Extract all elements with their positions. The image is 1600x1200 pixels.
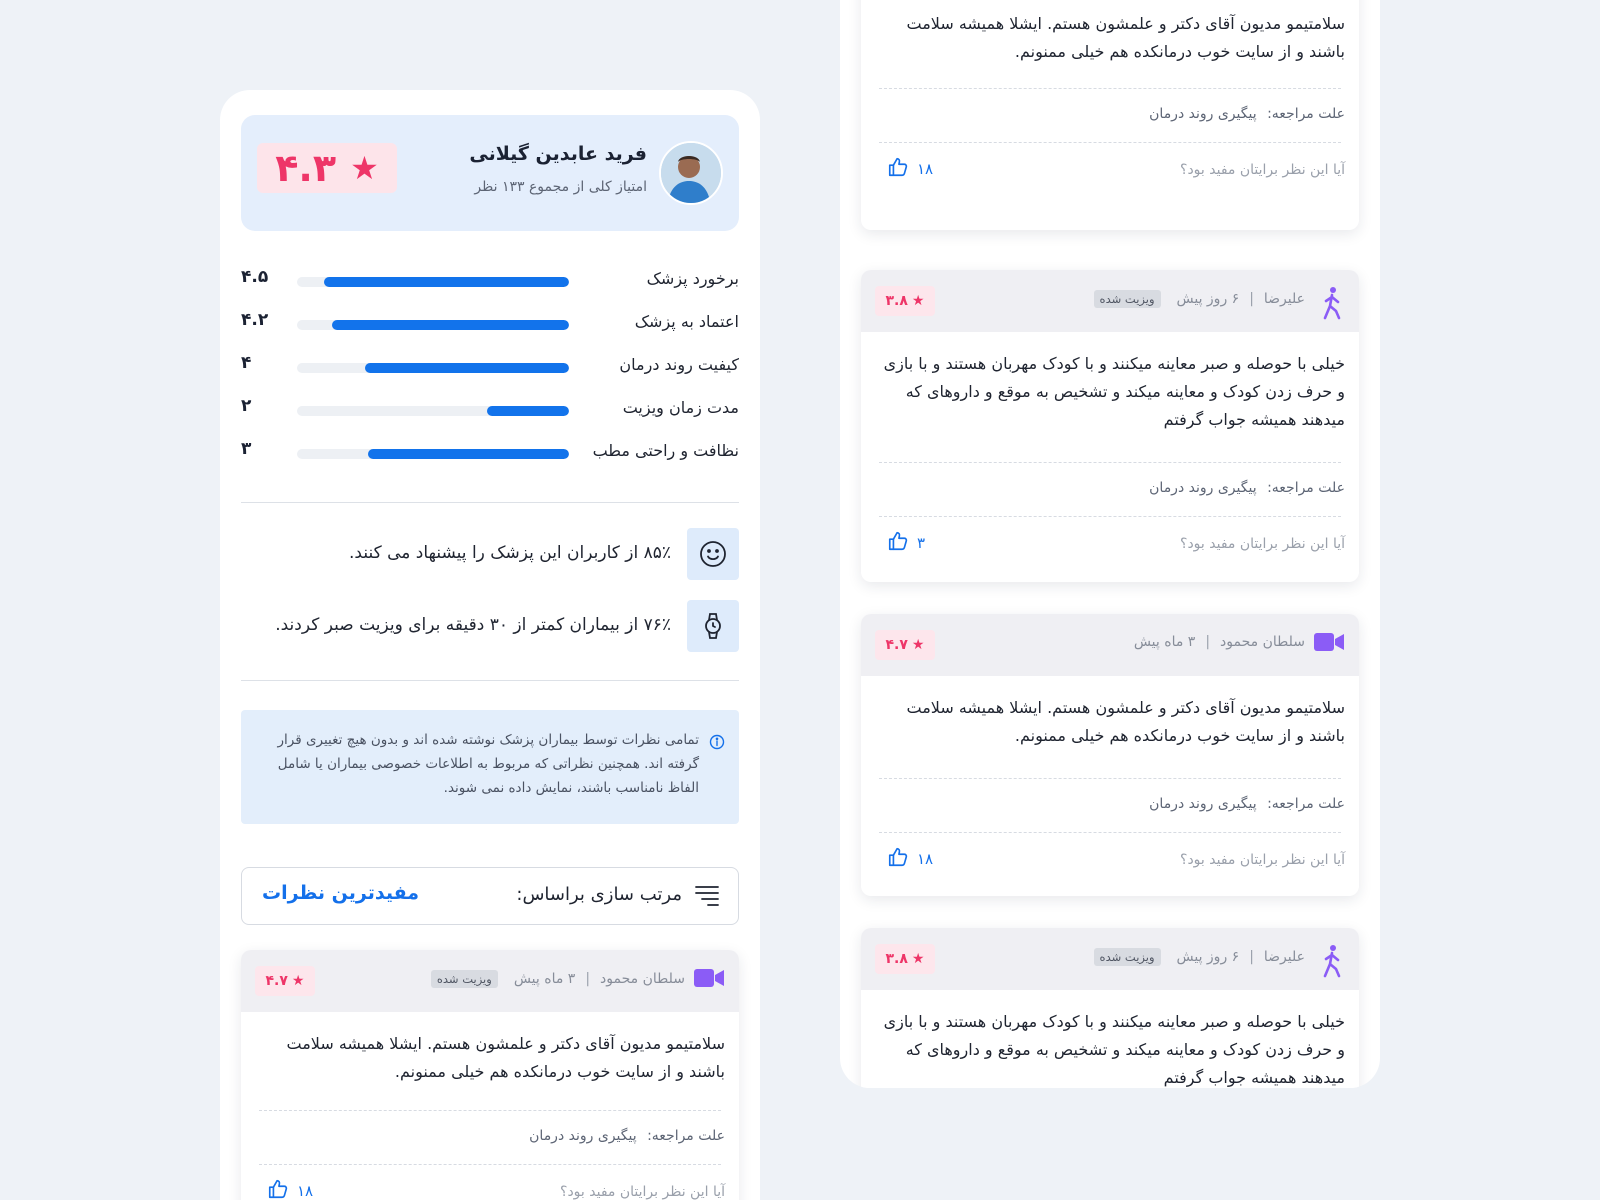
review-time: ۶ روز پیش bbox=[1176, 949, 1240, 965]
star-icon: ★ bbox=[911, 293, 925, 309]
video-icon bbox=[693, 966, 725, 994]
visited-badge: ویزیت شده bbox=[1094, 948, 1161, 966]
rating-label: اعتماد به پزشک bbox=[634, 312, 739, 331]
wait-time-stat bbox=[241, 600, 739, 654]
dashed-divider bbox=[879, 778, 1341, 779]
like-count: ۱۸ bbox=[917, 160, 934, 178]
reviewer-meta bbox=[1094, 290, 1305, 308]
helpful-question: آیا این نظر برایتان مفید بود؟ bbox=[1180, 536, 1345, 552]
review-time: ۳ ماه پیش bbox=[1133, 634, 1196, 650]
review-header bbox=[861, 928, 1359, 990]
review-score-badge bbox=[875, 944, 935, 974]
doctor-name: فرید عابدین گیلانی bbox=[469, 143, 647, 165]
rating-value: ۳ bbox=[241, 439, 252, 459]
review-card bbox=[241, 950, 739, 1200]
like-button[interactable] bbox=[887, 530, 925, 556]
rating-label: مدت زمان ویزیت bbox=[622, 398, 739, 417]
rating-bar bbox=[297, 320, 569, 330]
visit-reason bbox=[529, 1128, 725, 1144]
sort-icon bbox=[694, 884, 720, 910]
rating-value: ۴.۵ bbox=[241, 267, 269, 287]
like-button[interactable] bbox=[887, 156, 933, 182]
reason-label: علت مراجعه: bbox=[1267, 796, 1345, 812]
stat-text: ۷۶٪ از بیماران کمتر از ۳۰ دقیقه برای ویزیت صبر کردند. bbox=[275, 615, 671, 635]
star-icon: ★ bbox=[291, 973, 305, 989]
divider bbox=[241, 680, 739, 681]
reviews-info-notice bbox=[241, 710, 739, 824]
dashed-divider bbox=[879, 516, 1341, 517]
star-icon: ★ bbox=[911, 951, 925, 967]
doctor-summary-card bbox=[241, 115, 739, 231]
review-score: ۴.۷ bbox=[885, 637, 908, 653]
rating-row bbox=[241, 394, 739, 424]
visit-reason bbox=[1149, 796, 1345, 812]
rating-bar bbox=[297, 449, 569, 459]
reason-value: پیگیری روند درمان bbox=[1149, 480, 1257, 496]
meta-separator: | bbox=[585, 971, 591, 987]
info-text: تمامی نظرات توسط بیماران پزشک نوشته شده اند و بدون هیچ تغییری قرار گرفته اند. همچنین نظراتی که مربوط به اطلاعات خصوصی بیماران یا شامل الفاظ نامناسب باشند، نمایش داده نمی شوند. bbox=[277, 732, 699, 796]
review-card bbox=[861, 614, 1359, 896]
review-time: ۶ روز پیش bbox=[1176, 291, 1240, 307]
walking-person-icon bbox=[1319, 944, 1345, 982]
thumbs-up-icon bbox=[267, 1178, 289, 1200]
reviews-list-panel bbox=[840, 0, 1380, 1088]
rating-label: برخورد پزشک bbox=[646, 269, 739, 288]
review-text: خیلی با حوصله و صبر معاینه میکنند و با کودک مهربان هستند و با بازی و حرف زدن کودک و معاینه میکند و تشخیص به موقع و داروهای که میدهند همیشه جواب گرفتم bbox=[883, 354, 1345, 429]
thumbs-up-icon bbox=[887, 530, 909, 556]
info-icon bbox=[709, 734, 725, 754]
helpful-question: آیا این نظر برایتان مفید بود؟ bbox=[560, 1184, 725, 1200]
reviewer-meta bbox=[1094, 948, 1305, 966]
reason-label: علت مراجعه: bbox=[647, 1128, 725, 1144]
dashed-divider bbox=[879, 832, 1341, 833]
review-header bbox=[241, 950, 739, 1012]
meta-separator: | bbox=[1249, 291, 1254, 307]
stat-text: ۸۵٪ از کاربران این پزشک را پیشنهاد می کنند. bbox=[349, 543, 671, 563]
sort-selected-value[interactable]: مفیدترین نظرات bbox=[262, 882, 420, 904]
visit-reason bbox=[1149, 106, 1345, 122]
sort-label: مرتب سازی براساس: bbox=[516, 884, 682, 905]
helpful-question: آیا این نظر برایتان مفید بود؟ bbox=[1180, 162, 1345, 178]
review-score-badge bbox=[875, 630, 935, 660]
visited-badge: ویزیت شده bbox=[431, 970, 498, 988]
review-score-badge bbox=[875, 286, 935, 316]
rating-bar bbox=[297, 406, 569, 416]
rating-bar bbox=[297, 277, 569, 287]
reason-label: علت مراجعه: bbox=[1267, 106, 1345, 122]
rating-value: ۴ bbox=[241, 353, 252, 373]
doctor-rating-summary: امتیاز کلی از مجموع ۱۳۳ نظر bbox=[474, 179, 647, 195]
overall-score-badge bbox=[257, 143, 397, 193]
rating-value: ۲ bbox=[241, 396, 252, 416]
like-count: ۱۸ bbox=[917, 850, 934, 868]
thumbs-up-icon bbox=[887, 156, 909, 182]
reviewer-name: سلطان محمود bbox=[1220, 634, 1305, 650]
rating-row bbox=[241, 351, 739, 381]
visited-badge: ویزیت شده bbox=[1094, 290, 1161, 308]
overall-score-value: ۴.۳ bbox=[275, 146, 337, 190]
reviewer-meta bbox=[1134, 634, 1305, 650]
reviewer-name: سلطان محمود bbox=[600, 971, 685, 987]
review-score: ۳.۸ bbox=[885, 951, 908, 967]
review-score: ۴.۷ bbox=[265, 973, 288, 989]
watch-icon bbox=[687, 600, 739, 652]
review-card bbox=[861, 928, 1359, 1088]
reviewer-name: علیرضا bbox=[1263, 291, 1305, 307]
recommend-stat bbox=[241, 528, 739, 582]
review-header bbox=[861, 614, 1359, 676]
rating-label: کیفیت روند درمان bbox=[619, 355, 739, 374]
dashed-divider bbox=[879, 88, 1341, 89]
dashed-divider bbox=[259, 1110, 721, 1111]
rating-row bbox=[241, 265, 739, 295]
video-icon bbox=[1313, 630, 1345, 658]
reviewer-meta bbox=[431, 970, 685, 988]
like-button[interactable] bbox=[887, 846, 933, 872]
reason-value: پیگیری روند درمان bbox=[1149, 106, 1257, 122]
review-card bbox=[861, 270, 1359, 582]
review-time: ۳ ماه پیش bbox=[513, 971, 576, 987]
review-score-badge bbox=[255, 966, 315, 996]
rating-label: نظافت و راحتی مطب bbox=[592, 441, 739, 460]
visit-reason bbox=[1149, 480, 1345, 496]
doctor-avatar bbox=[659, 141, 723, 205]
reason-value: پیگیری روند درمان bbox=[1149, 796, 1257, 812]
reviewer-name: علیرضا bbox=[1263, 949, 1305, 965]
sort-dropdown[interactable] bbox=[241, 867, 739, 925]
dashed-divider bbox=[879, 462, 1341, 463]
like-count: ۱۸ bbox=[297, 1182, 314, 1200]
star-icon: ★ bbox=[350, 149, 379, 187]
like-button[interactable] bbox=[267, 1178, 313, 1200]
review-header bbox=[861, 270, 1359, 332]
helpful-question: آیا این نظر برایتان مفید بود؟ bbox=[1180, 852, 1345, 868]
star-icon: ★ bbox=[911, 637, 925, 653]
meta-separator: | bbox=[1205, 634, 1211, 650]
meta-separator: | bbox=[1249, 949, 1254, 965]
rating-value: ۴.۲ bbox=[241, 310, 269, 330]
rating-row bbox=[241, 308, 739, 338]
reason-value: پیگیری روند درمان bbox=[529, 1128, 637, 1144]
dashed-divider bbox=[879, 142, 1341, 143]
reason-label: علت مراجعه: bbox=[1267, 480, 1345, 496]
doctor-profile-panel bbox=[220, 90, 760, 1200]
review-text: سلامتیمو مدیون آقای دکتر و علمشون هستم. ایشلا همیشه سلامت باشند و از سایت خوب درمانکده هم خیلی ممنونم. bbox=[906, 698, 1345, 745]
dashed-divider bbox=[259, 1164, 721, 1165]
like-count: ۳ bbox=[917, 534, 926, 552]
review-score: ۳.۸ bbox=[885, 293, 908, 309]
review-text: سلامتیمو مدیون آقای دکتر و علمشون هستم. ایشلا همیشه سلامت باشند و از سایت خوب درمانکده هم خیلی ممنونم. bbox=[906, 14, 1345, 61]
rating-row bbox=[241, 437, 739, 467]
divider bbox=[241, 502, 739, 503]
smile-icon bbox=[687, 528, 739, 580]
review-text: خیلی با حوصله و صبر معاینه میکنند و با کودک مهربان هستند و با بازی و حرف زدن کودک و معاینه میکند و تشخیص به موقع و داروهای که میدهند همیشه جواب گرفتم bbox=[883, 1012, 1345, 1087]
thumbs-up-icon bbox=[887, 846, 909, 872]
review-card bbox=[861, 0, 1359, 230]
review-text: سلامتیمو مدیون آقای دکتر و علمشون هستم. ایشلا همیشه سلامت باشند و از سایت خوب درمانکده هم خیلی ممنونم. bbox=[286, 1034, 725, 1081]
rating-bar bbox=[297, 363, 569, 373]
walking-person-icon bbox=[1319, 286, 1345, 324]
